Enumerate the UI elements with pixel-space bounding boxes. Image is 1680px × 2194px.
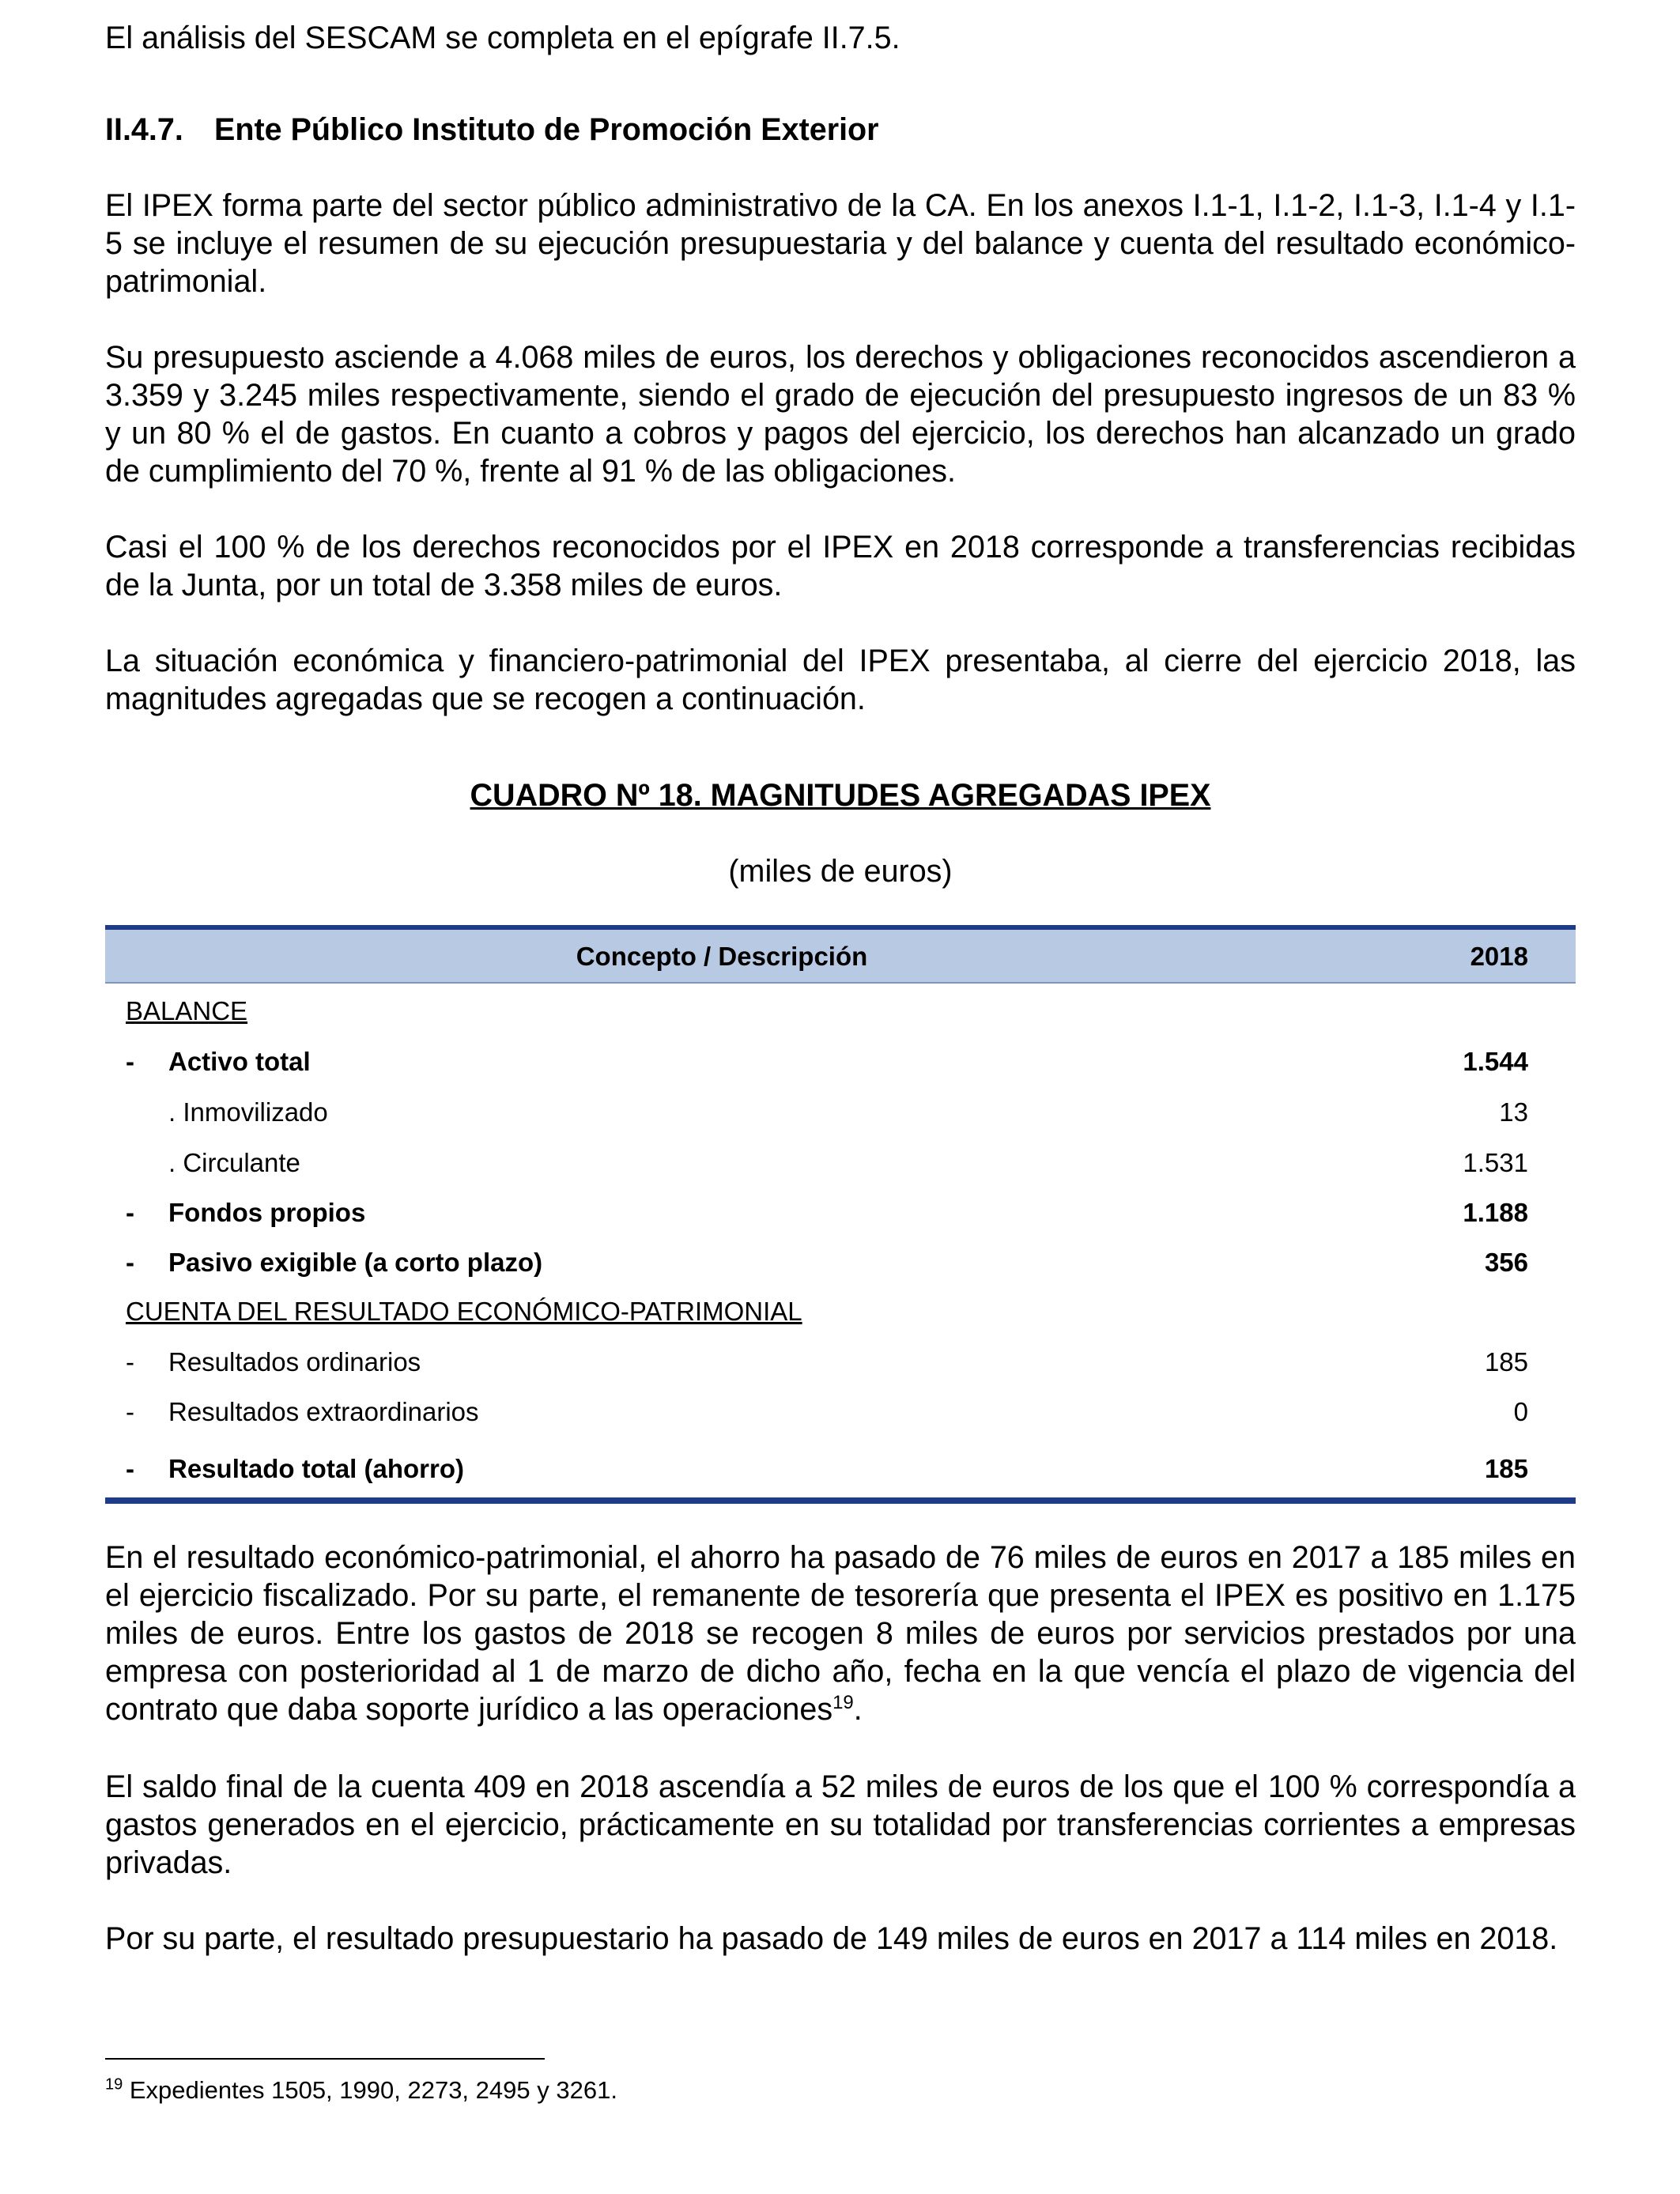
table-header-rule xyxy=(105,982,1576,984)
table-units: (miles de euros) xyxy=(728,854,953,889)
table-title: CUADRO Nº 18. MAGNITUDES AGREGADAS IPEX xyxy=(470,778,1211,813)
row-dash: - xyxy=(126,1047,134,1076)
section-row-balance xyxy=(105,987,1576,1036)
paragraph-4: La situación económica y financiero-patrimonial del IPEX presentaba, al cierre del ejercicio 2018, las magnitudes agregadas que se recogen a continuación. xyxy=(105,644,1576,716)
row-dash: - xyxy=(126,1397,134,1426)
row-value: 356 xyxy=(1484,1248,1528,1277)
section-row-cuenta xyxy=(105,1287,1576,1336)
intro-sentence: El análisis del SESCAM se completa en el epígrafe II.7.5. xyxy=(105,21,900,55)
row-label: Fondos propios xyxy=(168,1198,366,1227)
section-label: BALANCE xyxy=(126,996,248,1025)
row-value: 1.544 xyxy=(1463,1047,1528,1076)
paragraph-5 xyxy=(105,1539,1576,1728)
row-value: 1.531 xyxy=(1463,1148,1528,1177)
table-header xyxy=(105,930,1576,982)
paragraph-1: El IPEX forma parte del sector público administrativo de la CA. En los anexos I.1-1, I.1-2, I.1-3, I.1-4 y I.1-5 se incluye el resumen de su ejecución presupuestaria y del balance y cuenta del resultado económico-patrimonial. xyxy=(105,188,1576,299)
table-bottom-rule xyxy=(105,1497,1576,1504)
row-label: Resultados extraordinarios xyxy=(168,1397,479,1426)
header-year: 2018 xyxy=(1470,942,1528,971)
table-row xyxy=(105,1188,1576,1237)
paragraph-5-end: . xyxy=(853,1692,863,1727)
table-row xyxy=(105,1238,1576,1287)
table-row xyxy=(105,1338,1576,1387)
footnote-number: 19 xyxy=(105,2075,123,2094)
footnote-text: Expedientes 1505, 1990, 2273, 2495 y 3261. xyxy=(123,2076,617,2104)
footnote-ref-19[interactable]: 19 xyxy=(832,1691,854,1713)
row-dash: - xyxy=(126,1454,134,1483)
table-row xyxy=(105,1388,1576,1437)
row-value: 13 xyxy=(1499,1097,1528,1127)
row-dash: - xyxy=(126,1248,134,1277)
row-value: 0 xyxy=(1513,1397,1528,1426)
section-heading xyxy=(105,111,879,149)
section-title: Ente Público Instituto de Promoción Exterior xyxy=(214,112,879,147)
footnote xyxy=(105,2075,617,2106)
paragraph-6: El saldo final de la cuenta 409 en 2018 ascendía a 52 miles de euros de los que el 100 % correspondía a gastos generados en el ejercicio, prácticamente en su totalidad por transferencias corrientes a empresas privadas. xyxy=(105,1769,1576,1880)
footnote-separator xyxy=(105,2058,545,2060)
row-label: Resultado total (ahorro) xyxy=(168,1454,465,1483)
row-dash: - xyxy=(126,1198,134,1227)
paragraph-7: Por su parte, el resultado presupuestario ha pasado de 149 miles de euros en 2017 a 114 miles en 2018. xyxy=(105,1921,1558,1956)
row-label: Activo total xyxy=(168,1047,311,1076)
row-label: . Circulante xyxy=(168,1148,300,1177)
table-row xyxy=(105,1037,1576,1086)
table-row xyxy=(105,1139,1576,1188)
magnitudes-table xyxy=(105,925,1576,1504)
paragraph-5-text: En el resultado económico-patrimonial, el ahorro ha pasado de 76 miles de euros en 2017 a 185 miles en el ejercicio fiscalizado. Por su parte, el remanente de tesorería que presenta el IPEX es positivo en 1.175 miles de euros. Entre los gastos de 2018 se recogen 8 miles de euros por servicios prestados por una empresa con posterioridad al 1 de marzo de dicho año, fecha en la que vencía el plazo de vigencia del contrato que daba soporte jurídico a las operaciones xyxy=(105,1540,1576,1727)
row-label: Resultados ordinarios xyxy=(168,1347,421,1376)
header-concept: Concepto / Descripción xyxy=(576,942,868,971)
row-value: 185 xyxy=(1484,1454,1528,1483)
section-label: CUENTA DEL RESULTADO ECONÓMICO-PATRIMONIAL xyxy=(126,1297,802,1326)
row-label: Pasivo exigible (a corto plazo) xyxy=(168,1248,543,1277)
table-row xyxy=(105,1088,1576,1137)
paragraph-3: Casi el 100 % de los derechos reconocidos por el IPEX en 2018 corresponde a transferencias recibidas de la Junta, por un total de 3.358 miles de euros. xyxy=(105,530,1576,602)
paragraph-2: Su presupuesto asciende a 4.068 miles de euros, los derechos y obligaciones reconocidos ascendieron a 3.359 y 3.245 miles respectivamente, siendo el grado de ejecución del presupuesto ingresos de un 83 % y un 80 % el de gastos. En cuanto a cobros y pagos del ejercicio, los derechos han alcanzado un grado de cumplimiento del 70 %, frente al 91 % de las obligaciones. xyxy=(105,340,1576,489)
row-dash: - xyxy=(126,1347,134,1376)
table-row xyxy=(105,1444,1576,1494)
row-value: 1.188 xyxy=(1463,1198,1528,1227)
row-value: 185 xyxy=(1484,1347,1528,1376)
row-label: . Inmovilizado xyxy=(168,1097,328,1127)
section-number: II.4.7. xyxy=(105,112,183,147)
